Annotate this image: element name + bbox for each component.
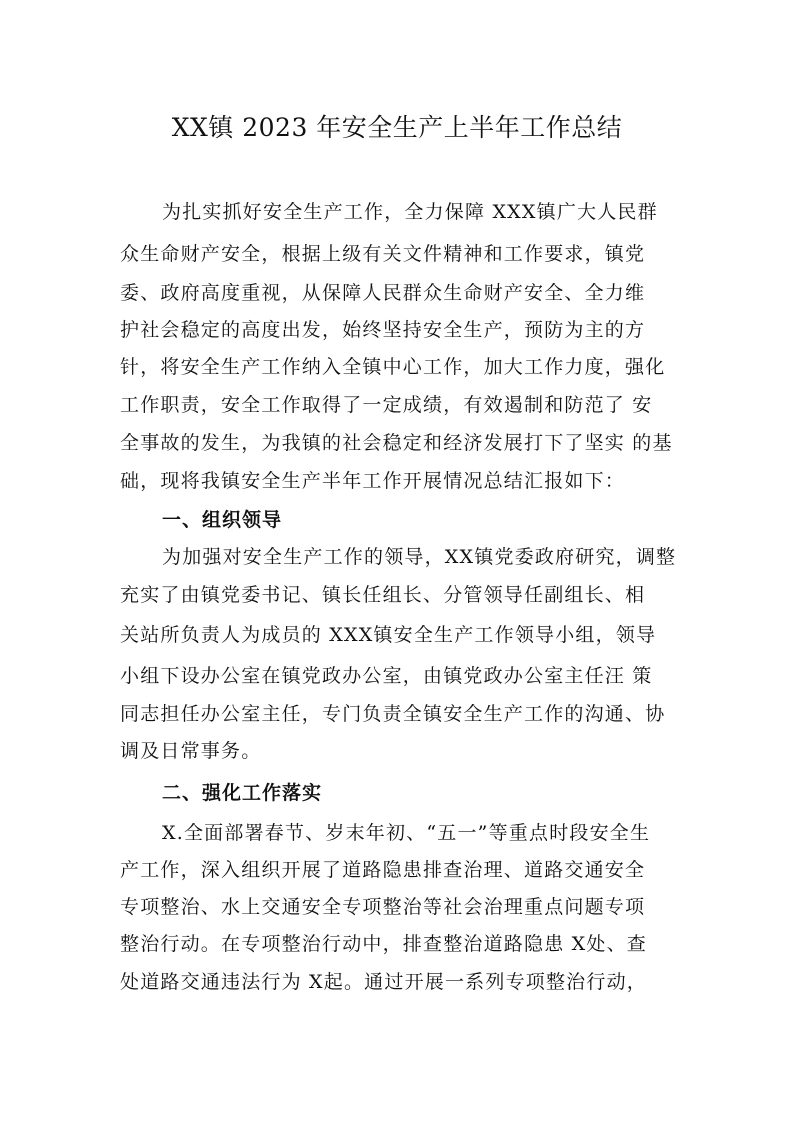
section1-line-3: 关站所负责人为成员的 XXX镇安全生产工作领导小组，领导 — [120, 624, 657, 646]
section1-line-5: 同志担任办公室主任，专门负责全镇安全生产工作的沟通、协 — [120, 703, 666, 725]
intro-line-8: 础，现将我镇安全生产半年工作开展情况总结汇报如下： — [120, 470, 626, 492]
section1-line-1: 为加强对安全生产工作的领导，XX镇党委政府研究，调整 — [162, 546, 677, 568]
section1-line-2: 充实了由镇党委书记、镇长任组长、分管领导任副组长、相 — [120, 584, 646, 606]
document-title: XX镇 2023 年安全生产上半年工作总结 — [171, 113, 623, 142]
section2-line-4: 整治行动。在专项整治行动中，排查整治道路隐患 X处、查 — [120, 933, 647, 955]
intro-line-3: 委、政府高度重视，从保障人民群众生命财产安全、全力维 — [120, 282, 646, 304]
section2-line-3: 专项整治、水上交通安全专项整治等社会治理重点问题专项 — [120, 896, 646, 918]
intro-line-6: 工作职责，安全工作取得了一定成绩，有效遏制和防范了 安 — [120, 394, 653, 416]
intro-line-1: 为扎实抓好安全生产工作，全力保障 XXX镇广大人民群 — [162, 201, 658, 223]
intro-line-7: 全事故的发生，为我镇的社会稳定和经济发展打下了坚实 的基 — [120, 432, 673, 454]
intro-line-5: 针，将安全生产工作纳入全镇中心工作，加大工作力度，强化 — [120, 356, 666, 378]
section-heading-implementation: 二、强化工作落实 — [162, 782, 323, 804]
section-heading-organization: 一、组织领导 — [162, 509, 283, 531]
section2-line-5: 处道路交通违法行为 X起。通过开展一系列专项整治行动， — [120, 971, 647, 993]
section1-line-4: 小组下设办公室在镇党政办公室，由镇党政办公室主任汪 策 — [120, 665, 653, 687]
intro-line-2: 众生命财产安全，根据上级有关文件精神和工作要求，镇党 — [120, 243, 646, 265]
section2-line-2: 产工作，深入组织开展了道路隐患排查治理、道路交通安全 — [120, 859, 646, 881]
intro-line-4: 护社会稳定的高度出发，始终坚持安全生产，预防为主的方 — [120, 319, 646, 341]
section2-line-1: X.全面部署春节、岁末年初、“五一”等重点时段安全生 — [162, 822, 651, 844]
section1-line-6: 调及日常事务。 — [120, 740, 262, 762]
